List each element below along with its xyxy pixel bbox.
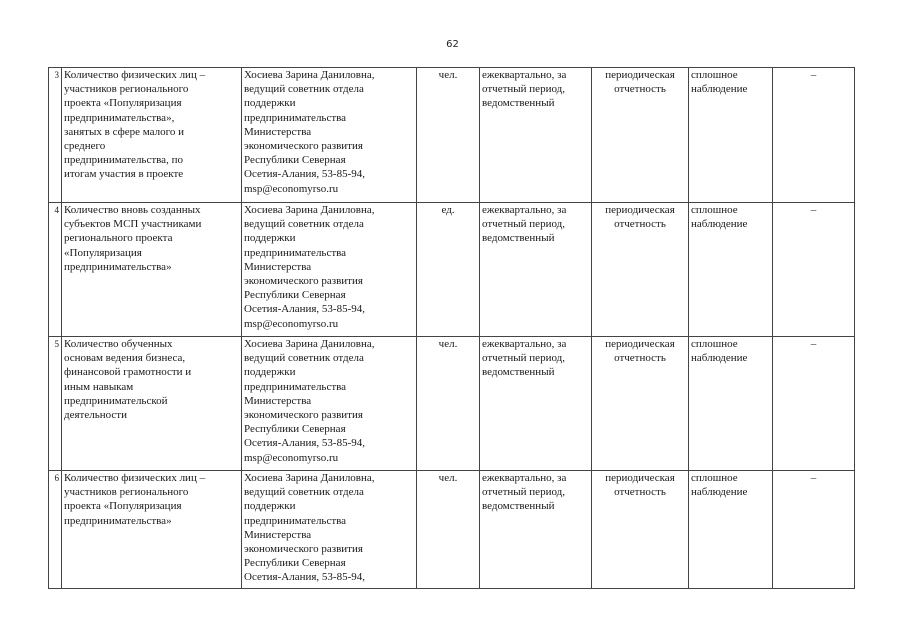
note-cell: – (773, 68, 855, 203)
frequency-cell: ежеквартально, за отчетный период, ведомственный (480, 68, 592, 203)
row-number: 5 (49, 337, 62, 471)
note-cell: – (773, 337, 855, 471)
indicator-cell: Количество физических лиц – участников регионального проекта «Популяризация предпринимательства» (62, 471, 242, 589)
frequency-cell: ежеквартально, за отчетный период, ведомственный (480, 203, 592, 337)
page-number: 62 (446, 39, 459, 50)
table-row (49, 68, 855, 203)
table-row (49, 471, 855, 589)
unit-cell: чел. (417, 337, 480, 471)
reporting-cell: периодическая отчетность (592, 471, 689, 589)
indicator-cell: Количество обученных основам ведения бизнеса, финансовой грамотности и иным навыкам предпринимательской деятельности (62, 337, 242, 471)
method-cell: сплошное наблюдение (689, 337, 773, 471)
responsible-cell: Хосиева Зарина Даниловна, ведущий советник отдела поддержки предпринимательства Министерства экономического развития Республики Северная Осетия-Алания, 53-85-94, (242, 471, 417, 589)
method-cell: сплошное наблюдение (689, 203, 773, 337)
indicators-table (48, 67, 855, 589)
frequency-cell: ежеквартально, за отчетный период, ведомственный (480, 471, 592, 589)
method-cell: сплошное наблюдение (689, 68, 773, 203)
table-row (49, 337, 855, 471)
unit-cell: чел. (417, 68, 480, 203)
responsible-cell: Хосиева Зарина Даниловна, ведущий советник отдела поддержки предпринимательства Министерства экономического развития Республики Северная Осетия-Алания, 53-85-94, msp@economyrso.ru (242, 203, 417, 337)
row-number: 4 (49, 203, 62, 337)
reporting-cell: периодическая отчетность (592, 68, 689, 203)
method-cell: сплошное наблюдение (689, 471, 773, 589)
reporting-cell: периодическая отчетность (592, 337, 689, 471)
indicator-cell: Количество вновь созданных субъектов МСП участниками регионального проекта «Популяризация предпринимательства» (62, 203, 242, 337)
row-number: 6 (49, 471, 62, 589)
table-row (49, 203, 855, 337)
unit-cell: ед. (417, 203, 480, 337)
frequency-cell: ежеквартально, за отчетный период, ведомственный (480, 337, 592, 471)
note-cell: – (773, 203, 855, 337)
reporting-cell: периодическая отчетность (592, 203, 689, 337)
row-number: 3 (49, 68, 62, 203)
responsible-cell: Хосиева Зарина Даниловна, ведущий советник отдела поддержки предпринимательства Министерства экономического развития Республики Северная Осетия-Алания, 53-85-94, msp@economyrso.ru (242, 337, 417, 471)
indicator-cell: Количество физических лиц – участников регионального проекта «Популяризация предпринимательства», занятых в сфере малого и среднего предпринимательства, по итогам участия в проекте (62, 68, 242, 203)
responsible-cell: Хосиева Зарина Даниловна, ведущий советник отдела поддержки предпринимательства Министерства экономического развития Республики Северная Осетия-Алания, 53-85-94, msp@economyrso.ru (242, 68, 417, 203)
unit-cell: чел. (417, 471, 480, 589)
note-cell: – (773, 471, 855, 589)
